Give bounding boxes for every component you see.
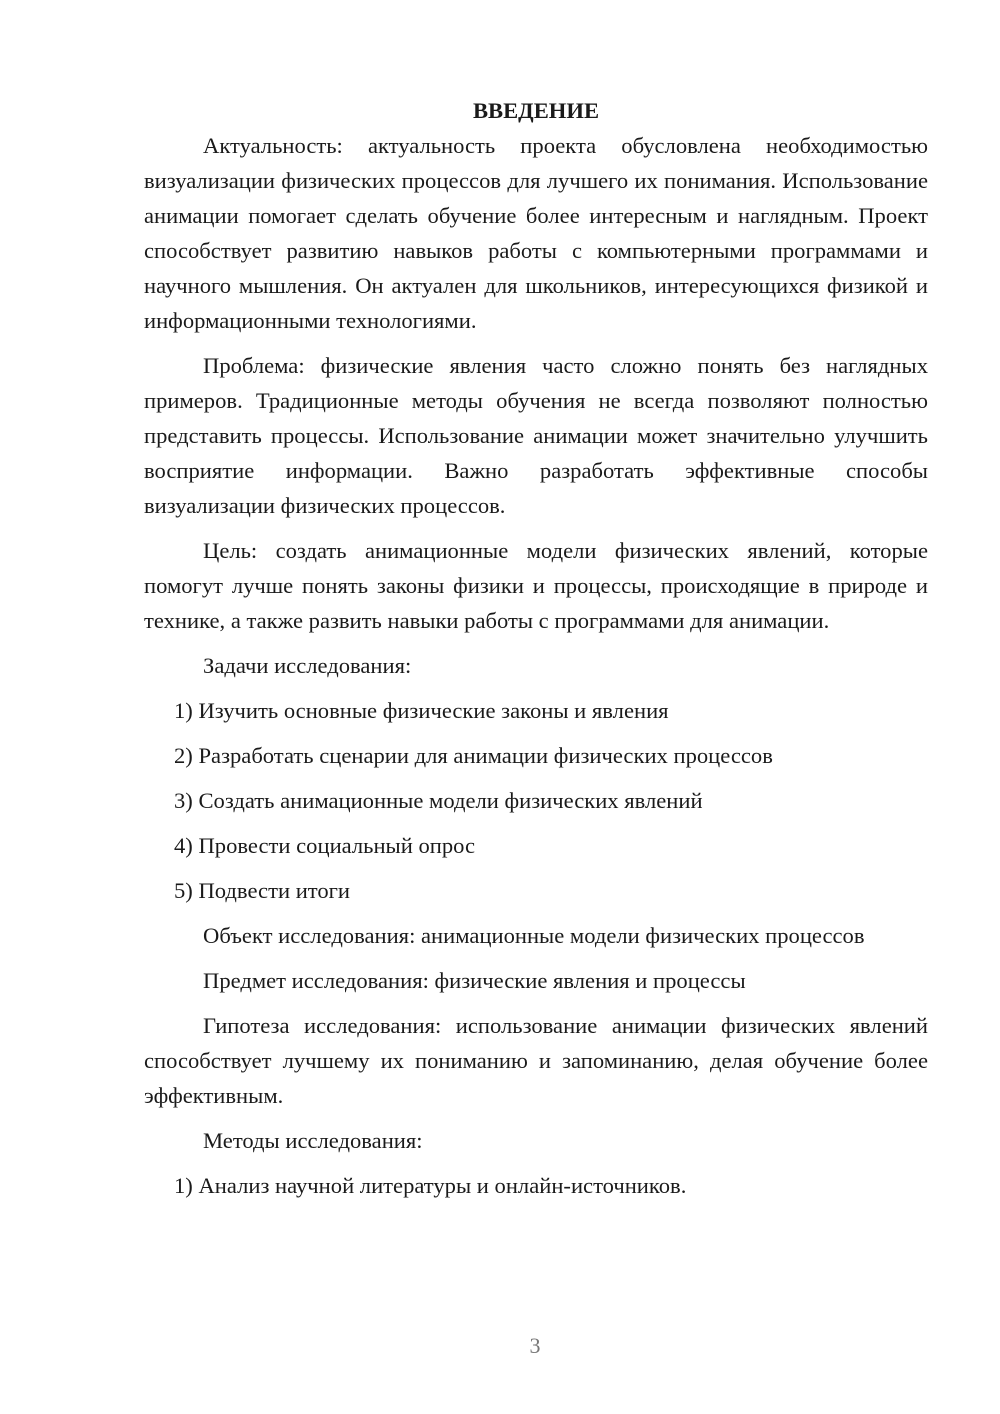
page-content bbox=[144, 93, 928, 1203]
methods-heading: Методы исследования: bbox=[203, 1128, 423, 1153]
problem-paragraph: Проблема: физические явления часто сложно понять без наглядных примеров. Традиционные методы обучения не всегда позволяют полностью представить процессы. Использование анимации может значительно улучшить восприятие информации. Важно разработать эффективные способы визуализации физических процессов. bbox=[144, 353, 928, 518]
research-subject: Предмет исследования: физические явления и процессы bbox=[203, 968, 746, 993]
tasks-heading: Задачи исследования: bbox=[203, 653, 412, 678]
hypothesis-paragraph: Гипотеза исследования: использование анимации физических явлений способствует лучшему их пониманию и запоминанию, делая обучение более эффективным. bbox=[144, 1013, 928, 1108]
task-item: 5) Подвести итоги bbox=[174, 878, 351, 903]
relevance-paragraph: Актуальность: актуальность проекта обусловлена необходимостью визуализации физических процессов для лучшего их понимания. Использование анимации помогает сделать обучение более интересным и наглядным. Проект способствует развитию навыков работы с компьютерными программами и научного мышления. Он актуален для школьников, интересующихся физикой и информационными технологиями. bbox=[144, 133, 928, 333]
goal-paragraph: Цель: создать анимационные модели физических явлений, которые помогут лучше понять законы физики и процессы, происходящие в природе и технике, а также развить навыки работы с программами для анимации. bbox=[144, 538, 928, 633]
tasks-list bbox=[144, 693, 928, 908]
page-number: 3 bbox=[529, 1333, 541, 1358]
method-item: 1) Анализ научной литературы и онлайн-источников. bbox=[174, 1173, 687, 1198]
task-item: 2) Разработать сценарии для анимации физических процессов bbox=[174, 743, 773, 768]
task-item: 4) Провести социальный опрос bbox=[174, 833, 476, 858]
methods-list bbox=[144, 1168, 928, 1203]
task-item: 1) Изучить основные физические законы и явления bbox=[174, 698, 669, 723]
task-item: 3) Создать анимационные модели физических явлений bbox=[174, 788, 703, 813]
research-object: Объект исследования: анимационные модели физических процессов bbox=[203, 923, 865, 948]
page-title: ВВЕДЕНИЕ bbox=[472, 98, 600, 123]
